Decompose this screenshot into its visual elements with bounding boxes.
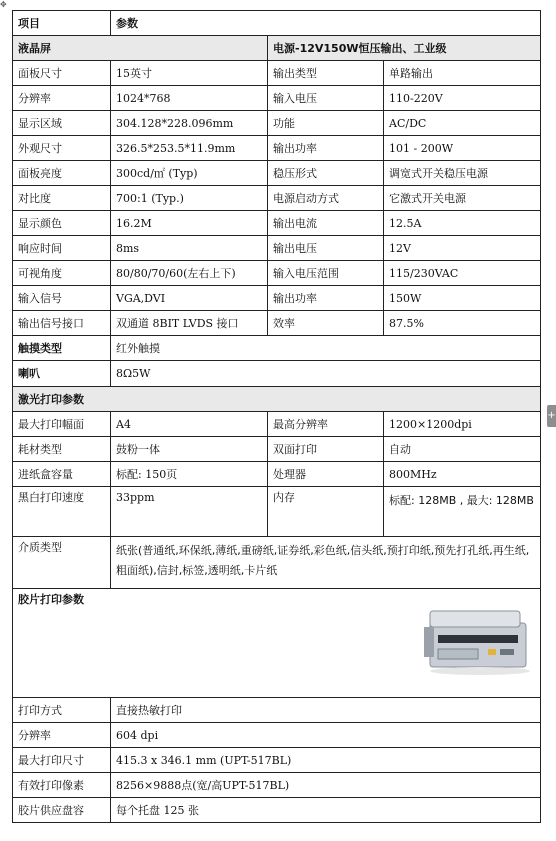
laser-param-label: 最高分辨率 [268,412,384,437]
lcd-param-value: 1024*768 [111,86,268,111]
film-param-value: 每个托盘 125 张 [111,798,541,823]
film-rows [13,698,541,823]
film-param-value: 415.3 x 346.1 mm (UPT-517BL) [111,748,541,773]
expand-plus-icon[interactable]: + [547,405,556,427]
lcd-param-value: 326.5*253.5*11.9mm [111,136,268,161]
lcd-param-label: 外观尺寸 [13,136,111,161]
power-param-label: 功能 [268,111,384,136]
laser-param-value: 800MHz [384,462,541,487]
memory-label: 内存 [268,487,384,537]
lcd-param-label: 响应时间 [13,236,111,261]
lcd-param-label: 可视角度 [13,261,111,286]
laser-param-value: 1200×1200dpi [384,412,541,437]
table-row [13,748,541,773]
film-param-value: 604 dpi [111,723,541,748]
bw-speed-label: 黑白打印速度 [13,487,111,537]
table-row [13,698,541,723]
power-param-label: 输出电流 [268,211,384,236]
lcd-param-value: 双通道 8BIT LVDS 接口 [111,311,268,336]
touch-row [13,336,541,361]
laser-param-label: 耗材类型 [13,437,111,462]
laser-param-value: 标配: 150页 [111,462,268,487]
touch-value: 红外触摸 [111,336,541,361]
film-section-row [13,589,541,698]
media-label: 介质类型 [13,537,111,589]
film-param-value: 8256×9888点(宽/高UPT-517BL) [111,773,541,798]
film-param-label: 打印方式 [13,698,111,723]
power-param-value: 12V [384,236,541,261]
table-row [13,86,541,111]
bw-speed-value: 33ppm [111,487,268,537]
power-param-value: 101 - 200W [384,136,541,161]
laser-param-label: 最大打印幅面 [13,412,111,437]
laser-param-value: 自动 [384,437,541,462]
power-param-value: 115/230VAC [384,261,541,286]
lcd-param-value: 80/80/70/60(左右上下) [111,261,268,286]
film-param-value: 直接热敏打印 [111,698,541,723]
lcd-param-label: 面板亮度 [13,161,111,186]
bw-speed-row [13,487,541,537]
power-param-value: AC/DC [384,111,541,136]
power-param-value: 12.5A [384,211,541,236]
table-row [13,111,541,136]
media-value: 纸张(普通纸,环保纸,薄纸,重磅纸,证券纸,彩色纸,信头纸,预打印纸,预先打孔纸,再生纸,粗面纸),信封,标签,透明纸,卡片纸 [111,537,541,589]
film-param-label: 分辨率 [13,723,111,748]
spec-table [12,10,541,823]
laser-section-title: 激光打印参数 [13,387,541,412]
lcd-param-value: 15英寸 [111,61,268,86]
film-param-label: 最大打印尺寸 [13,748,111,773]
lcd-param-label: 显示颜色 [13,211,111,236]
lcd-param-value: 700:1 (Typ.) [111,186,268,211]
table-row [13,798,541,823]
speaker-label: 喇叭 [13,361,111,387]
table-row [13,286,541,311]
memory-value: 标配: 128MB , 最大: 128MB [384,487,541,537]
power-param-label: 输出功率 [268,286,384,311]
table-row [13,236,541,261]
media-row [13,537,541,589]
header-item: 项目 [13,11,111,36]
header-param: 参数 [111,11,541,36]
laser-param-label: 进纸盒容量 [13,462,111,487]
lcd-param-value: 300cd/㎡ (Typ) [111,161,268,186]
lcd-param-label: 对比度 [13,186,111,211]
table-row [13,211,541,236]
power-param-value: 110-220V [384,86,541,111]
table-row [13,412,541,437]
table-row [13,161,541,186]
table-header-row [13,11,541,36]
laser-param-value: 鼓粉一体 [111,437,268,462]
film-param-label: 有效打印像素 [13,773,111,798]
table-row [13,186,541,211]
lcd-rows [13,61,541,336]
laser-param-label: 双面打印 [268,437,384,462]
power-param-label: 效率 [268,311,384,336]
table-row [13,723,541,748]
speaker-row [13,361,541,387]
power-param-value: 87.5% [384,311,541,336]
table-row [13,773,541,798]
film-param-label: 胶片供应盘容 [13,798,111,823]
power-param-value: 单路输出 [384,61,541,86]
lcd-section-row [13,36,541,61]
power-param-label: 电源启动方式 [268,186,384,211]
power-param-value: 150W [384,286,541,311]
laser-param-label: 处理器 [268,462,384,487]
lcd-param-label: 分辨率 [13,86,111,111]
power-param-value: 调宽式开关稳压电源 [384,161,541,186]
table-row [13,136,541,161]
power-param-label: 输出类型 [268,61,384,86]
power-section-title: 电源-12V150W恒压输出、工业级 [268,36,541,61]
lcd-section-title: 液晶屏 [13,36,268,61]
power-param-label: 输出功率 [268,136,384,161]
lcd-param-label: 输入信号 [13,286,111,311]
power-param-label: 输入电压 [268,86,384,111]
table-row [13,261,541,286]
lcd-param-label: 输出信号接口 [13,311,111,336]
laser-section-row [13,387,541,412]
table-row [13,462,541,487]
lcd-param-value: 8ms [111,236,268,261]
lcd-param-label: 显示区域 [13,111,111,136]
film-section-title: 胶片打印参数 [18,593,84,606]
lcd-param-value: VGA,DVI [111,286,268,311]
move-handle-icon[interactable]: ✥ [0,0,7,9]
lcd-param-label: 面板尺寸 [13,61,111,86]
power-param-value: 它激式开关电源 [384,186,541,211]
table-row [13,61,541,86]
speaker-value: 8Ω5W [111,361,541,387]
laser-rows [13,412,541,487]
film-printer-image [424,605,536,677]
power-param-label: 输出电压 [268,236,384,261]
lcd-param-value: 304.128*228.096mm [111,111,268,136]
table-row [13,311,541,336]
power-param-label: 稳压形式 [268,161,384,186]
touch-label: 触摸类型 [13,336,111,361]
laser-param-value: A4 [111,412,268,437]
lcd-param-value: 16.2M [111,211,268,236]
power-param-label: 输入电压范围 [268,261,384,286]
table-row [13,437,541,462]
